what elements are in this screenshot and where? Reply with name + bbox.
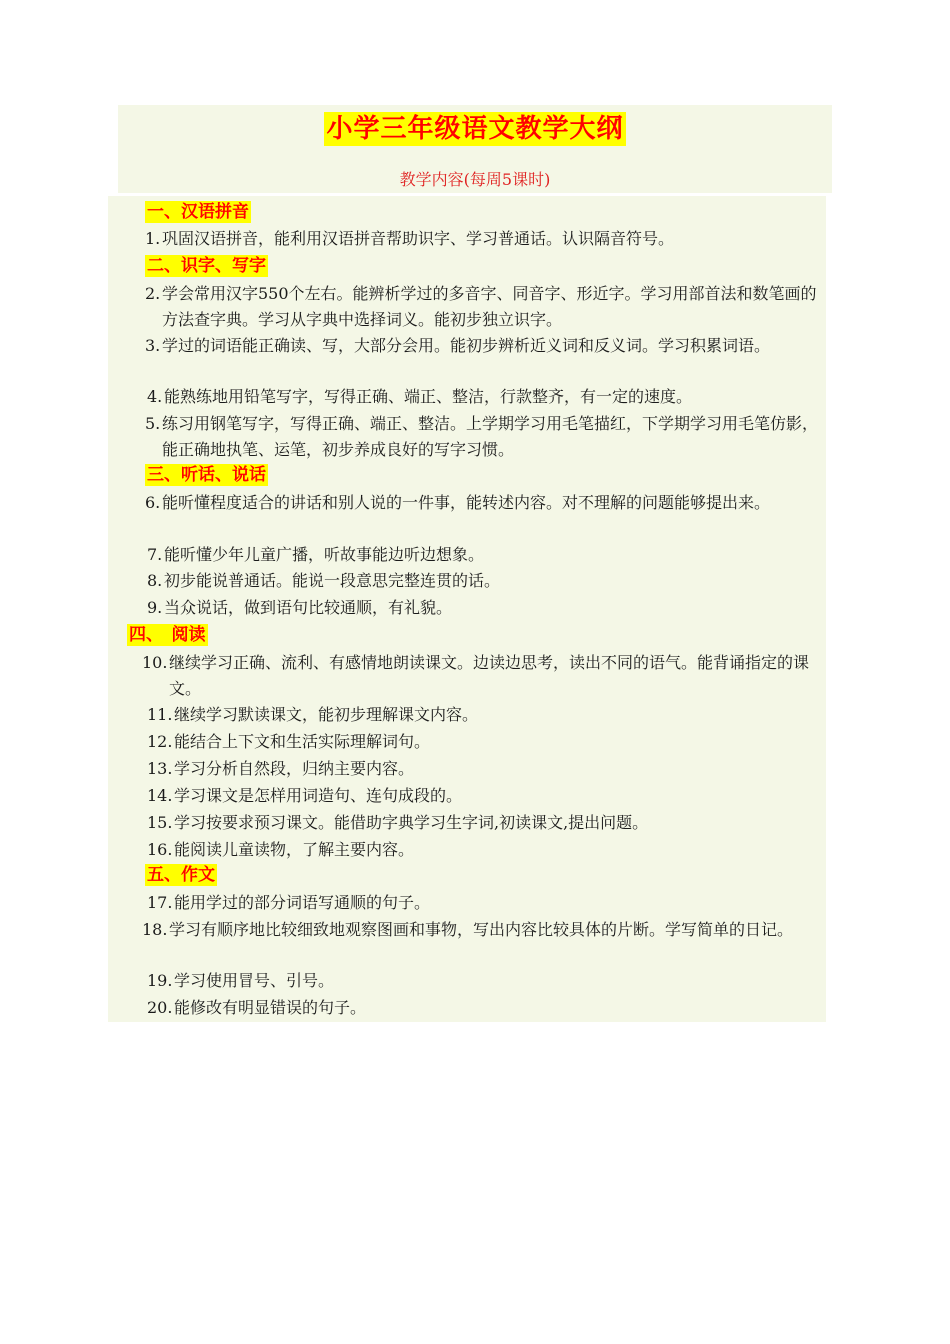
item-number: 8. bbox=[147, 571, 163, 590]
item-text: 学习使用冒号、引号。 bbox=[174, 971, 335, 990]
item-number: 7. bbox=[147, 545, 163, 564]
list-item bbox=[147, 595, 827, 621]
item-text: 学习按要求预习课文。能借助字典学习生字词,初读课文,提出问题。 bbox=[174, 813, 649, 832]
item-number: 19. bbox=[147, 971, 173, 990]
list-item bbox=[145, 490, 827, 516]
item-number: 5. bbox=[145, 414, 161, 433]
list-item bbox=[147, 756, 827, 782]
item-number: 13. bbox=[147, 759, 173, 778]
item-text: 能听懂少年儿童广播，听故事能边听边想象。 bbox=[164, 545, 485, 564]
item-number: 14. bbox=[147, 786, 173, 805]
item-number: 11. bbox=[147, 705, 173, 724]
item-number: 6. bbox=[145, 493, 161, 512]
item-number: 16. bbox=[147, 840, 173, 859]
list-item bbox=[145, 333, 827, 359]
item-number: 4. bbox=[147, 387, 163, 406]
item-text: 练习用钢笔写字，写得正确、端正、整洁。上学期学习用毛笔描红，下学期学习用毛笔仿影，能正确地执笔、运笔，初步养成良好的写字习惯。 bbox=[162, 414, 819, 459]
item-text: 学习课文是怎样用词造句、连句成段的。 bbox=[174, 786, 463, 805]
item-number: 15. bbox=[147, 813, 173, 832]
list-item bbox=[147, 568, 827, 594]
list-item bbox=[145, 226, 825, 252]
item-text: 能用学过的部分词语写通顺的句子。 bbox=[174, 893, 431, 912]
item-text: 能阅读儿童读物，了解主要内容。 bbox=[174, 840, 415, 859]
item-text: 初步能说普通话。能说一段意思完整连贯的话。 bbox=[164, 571, 501, 590]
list-item bbox=[147, 810, 827, 836]
item-text: 能修改有明显错误的句子。 bbox=[174, 998, 367, 1017]
item-number: 3. bbox=[145, 336, 161, 355]
list-item bbox=[147, 384, 827, 410]
item-text: 学习有顺序地比较细致地观察图画和事物，写出内容比较具体的片断。学写简单的日记。 bbox=[169, 920, 794, 939]
section-heading-pinyin: 一、汉语拼音 bbox=[147, 202, 249, 222]
section-heading-listening-speaking: 三、听话、说话 bbox=[147, 465, 266, 485]
title-row bbox=[0, 112, 950, 146]
list-item bbox=[147, 890, 827, 916]
item-text: 巩固汉语拼音，能利用汉语拼音帮助识字、学习普通话。认识隔音符号。 bbox=[162, 229, 675, 248]
item-text: 学过的词语能正确读、写，大部分会用。能初步辨析近义词和反义词。学习积累词语。 bbox=[162, 336, 771, 355]
list-item bbox=[145, 281, 827, 333]
item-number: 18. bbox=[142, 920, 168, 939]
document-subtitle: 教学内容(每周5课时) bbox=[399, 170, 551, 189]
list-item bbox=[147, 968, 827, 994]
item-number: 2. bbox=[145, 284, 161, 303]
item-number: 17. bbox=[147, 893, 173, 912]
list-item bbox=[145, 411, 827, 463]
item-text: 继续学习默读课文，能初步理解课文内容。 bbox=[174, 705, 479, 724]
list-item bbox=[142, 917, 827, 943]
list-item bbox=[147, 995, 827, 1021]
item-number: 9. bbox=[147, 598, 163, 617]
list-item bbox=[147, 542, 827, 568]
list-item bbox=[147, 702, 827, 728]
list-item bbox=[147, 837, 827, 863]
item-number: 10. bbox=[142, 653, 168, 672]
item-text: 学会常用汉字550个左右。能辨析学过的多音字、同音字、形近字。学习用部首法和数笔画的方法查字典。学习从字典中选择词义。能初步独立识字。 bbox=[162, 284, 817, 329]
item-text: 当众说话，做到语句比较通顺，有礼貌。 bbox=[164, 598, 453, 617]
section-heading-literacy: 二、识字、写字 bbox=[147, 256, 266, 276]
item-text: 继续学习正确、流利、有感情地朗读课文。边读边思考，读出不同的语气。能背诵指定的课文。 bbox=[169, 653, 810, 698]
list-item bbox=[147, 783, 827, 809]
section-heading-composition: 五、作文 bbox=[147, 865, 215, 885]
item-number: 20. bbox=[147, 998, 173, 1017]
section-heading-reading: 四、 阅读 bbox=[129, 625, 206, 645]
item-text: 能结合上下文和生活实际理解词句。 bbox=[174, 732, 431, 751]
item-number: 1. bbox=[145, 229, 161, 248]
item-text: 能熟练地用铅笔写字，写得正确、端正、整洁，行款整齐，有一定的速度。 bbox=[164, 387, 693, 406]
item-text: 学习分析自然段，归纳主要内容。 bbox=[174, 759, 415, 778]
item-text: 能听懂程度适合的讲话和别人说的一件事，能转述内容。对不理解的问题能够提出来。 bbox=[162, 493, 771, 512]
list-item bbox=[147, 729, 827, 755]
list-item bbox=[142, 650, 827, 702]
document-title: 小学三年级语文教学大纲 bbox=[326, 114, 624, 144]
item-number: 12. bbox=[147, 732, 173, 751]
